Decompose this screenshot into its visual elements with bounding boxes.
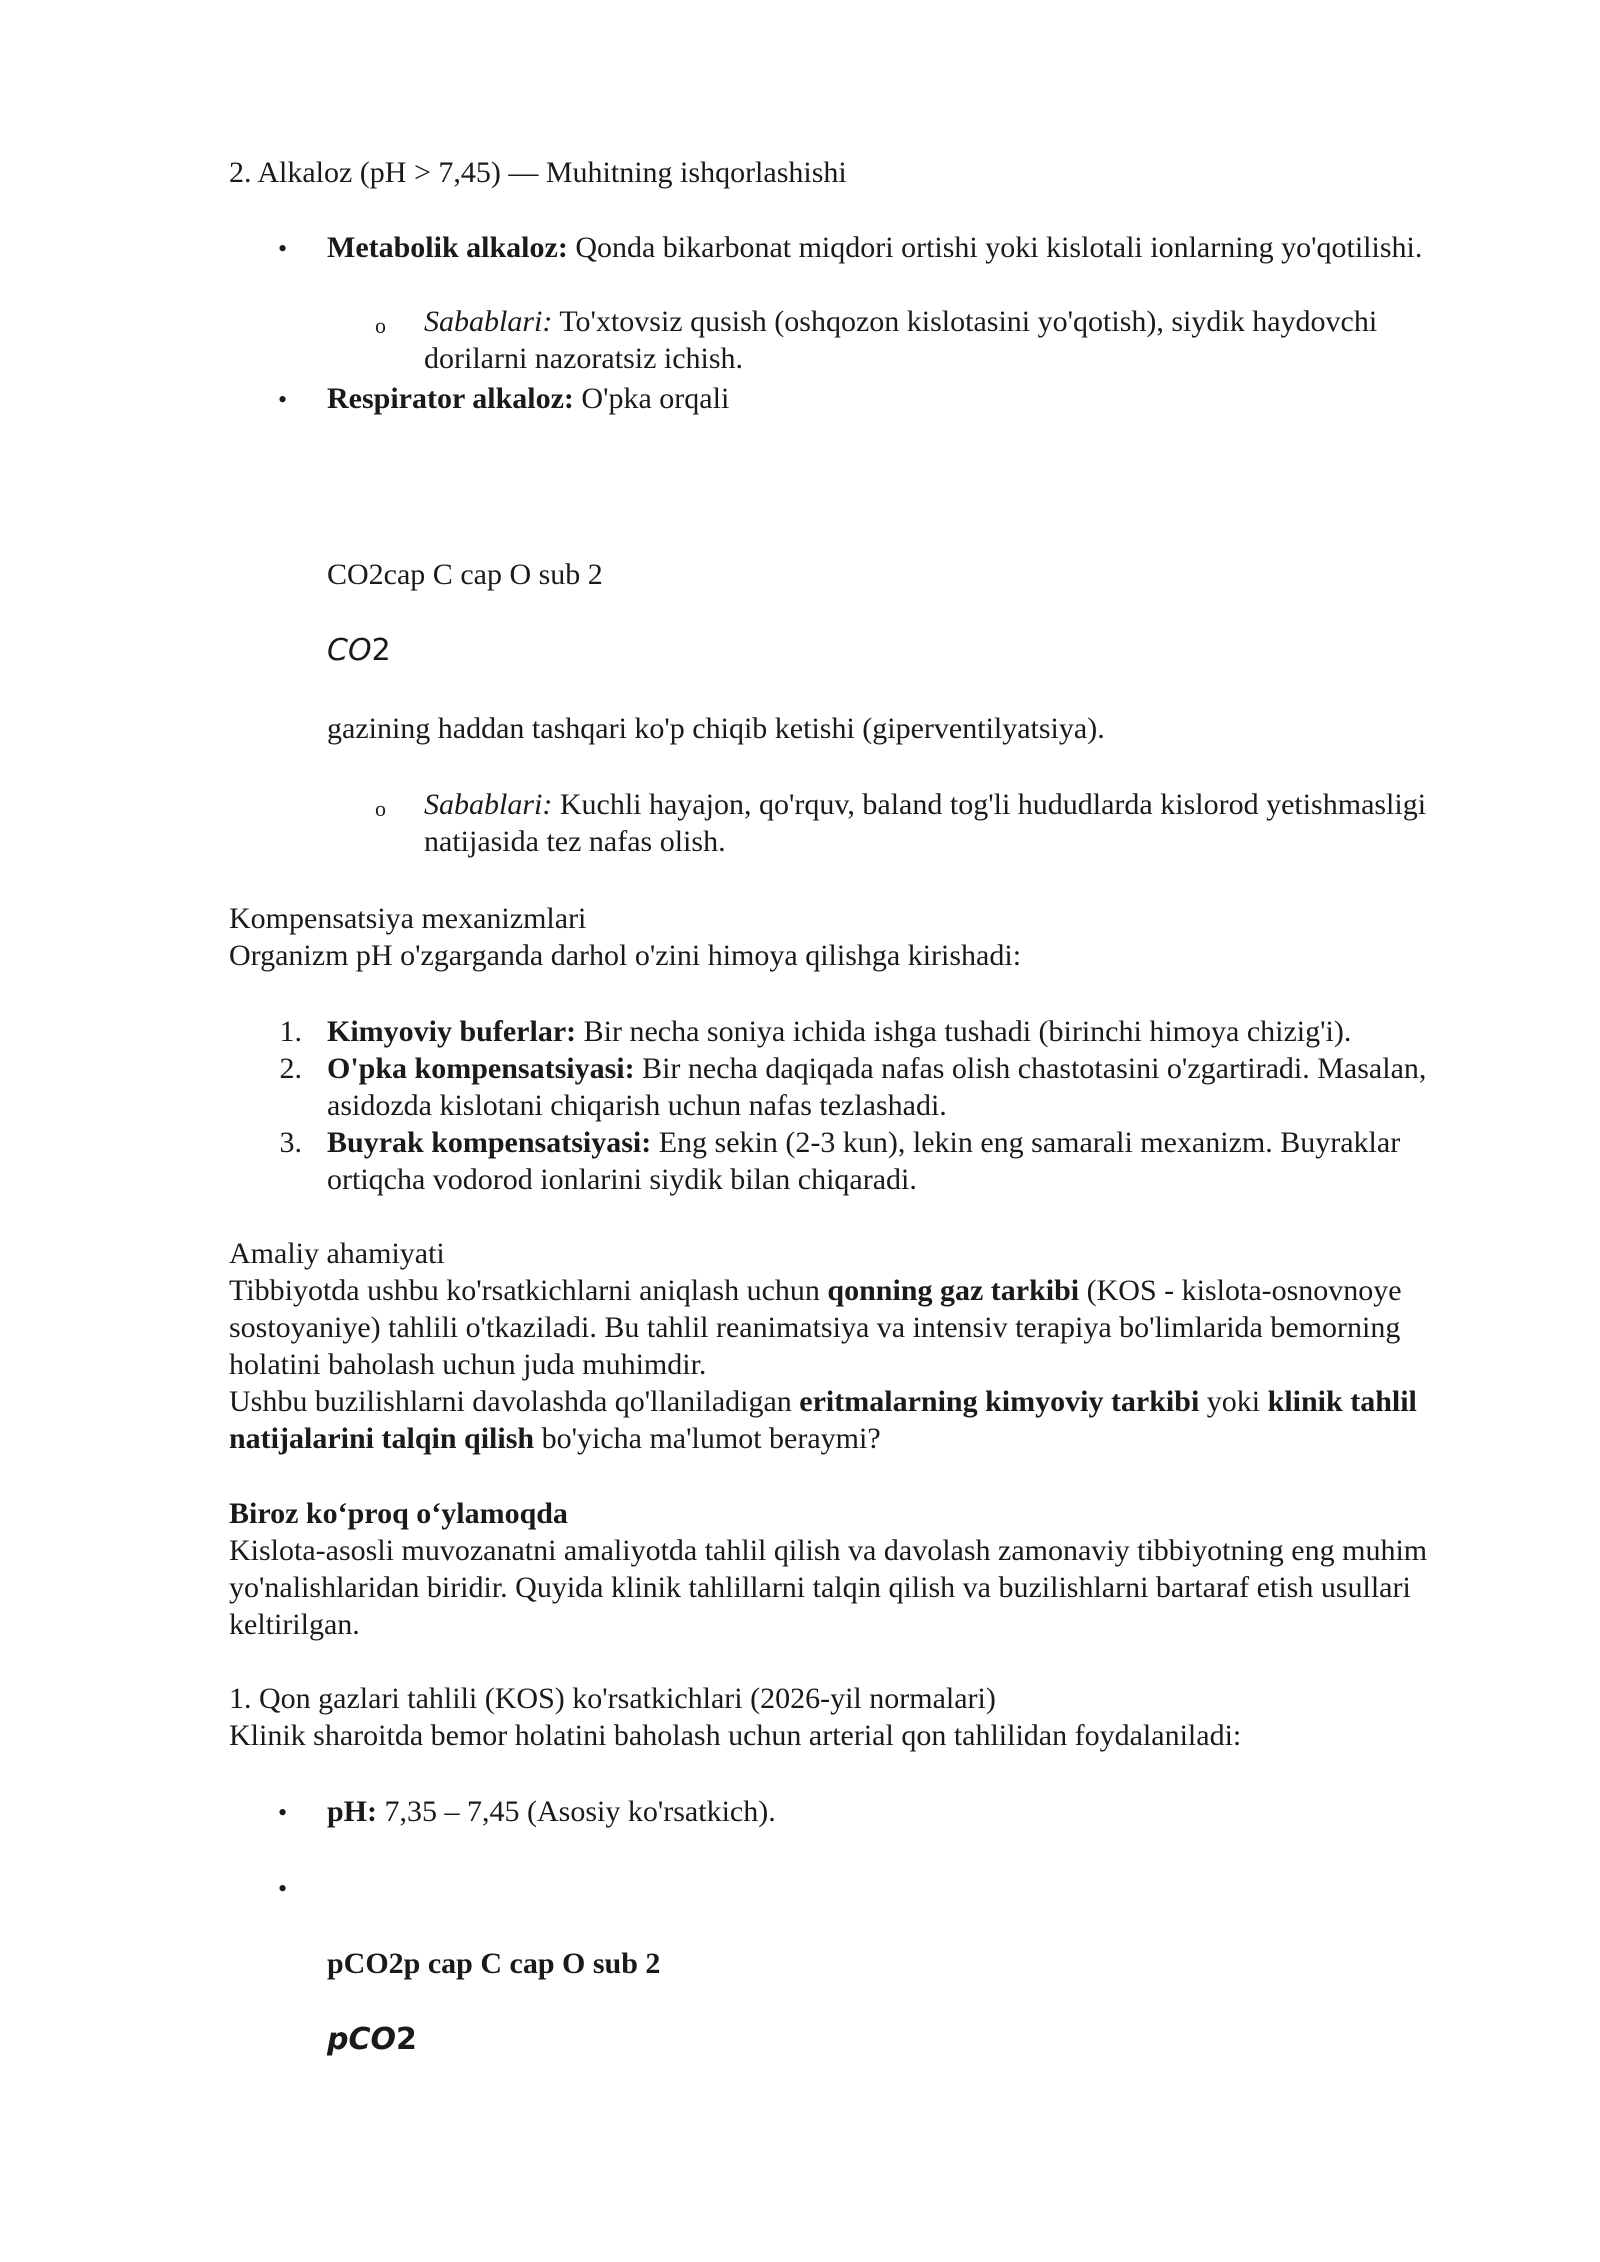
metabolik-sabab-label: Sabablari: <box>424 305 553 338</box>
kompensatsiya-item-1 <box>327 1013 1487 1050</box>
kompensatsiya-title: Kompensatsiya mexanizmlari <box>229 902 587 935</box>
formula-pco2-sub: 2 <box>396 2022 417 2057</box>
metabolik-sabab <box>424 303 1484 377</box>
kompensatsiya-text-3: Eng sekin (2-3 kun), lekin eng samarali mexanizm. Buyraklar ortiqcha vodorod ionlarini siydik bilan chiqaradi. <box>327 1126 1401 1196</box>
metabolik-sabab-text: To'xtovsiz qusish (oshqozon kislotasini yo'qotish), siydik haydovchi dorilarni nazoratsiz ichish. <box>424 305 1378 375</box>
kompensatsiya-num-2: 2. <box>279 1052 302 1085</box>
amaliy-paragraph-1 <box>229 1272 1409 1383</box>
formula-co2-main: CO <box>327 633 372 668</box>
amaliy-paragraph-2 <box>229 1383 1469 1457</box>
kompensatsiya-num-1: 1. <box>279 1015 302 1048</box>
amaliy-p2-c: bo'yicha ma'lumot beraymi? <box>534 1422 881 1455</box>
kompensatsiya-term-1: Kimyoviy buferlar: <box>327 1015 577 1048</box>
amaliy-p1-bold: qonning gaz tarkibi <box>827 1274 1080 1307</box>
metabolik-text: Qonda bikarbonat miqdori ortishi yoki kislotali ionlarning yo'qotilishi. <box>575 231 1423 264</box>
amaliy-p2-bold1: eritmalarning kimyoviy tarkibi <box>799 1385 1200 1418</box>
amaliy-p2-b: yoki <box>1199 1385 1268 1418</box>
kompensatsiya-intro: Organizm pH o'zgarganda darhol o'zini himoya qilishga kirishadi: <box>229 939 1022 972</box>
bullet-ph: • <box>278 1798 288 1827</box>
metabolik-term: Metabolik alkaloz: <box>327 231 568 264</box>
respirator-sabab-text: Kuchli hayajon, qo'rquv, baland tog'li hududlarda kislorod yetishmasligi natijasida tez nafas olish. <box>424 788 1427 858</box>
metabolik-item <box>327 229 1487 266</box>
bullet-respirator: • <box>278 385 288 414</box>
amaliy-p2-a: Ushbu buzilishlarni davolashda qo'llaniladigan <box>229 1385 800 1418</box>
amaliy-title: Amaliy ahamiyati <box>229 1237 445 1270</box>
respirator-after-formula: gazining haddan tashqari ko'p chiqib ketishi (giperventilyatsiya). <box>327 712 1105 745</box>
kompensatsiya-text-2: Bir necha daqiqada nafas olish chastotasini o'zgartiradi. Masalan, asidozda kislotani chiqarish uchun nafas tezlashadi. <box>327 1052 1427 1122</box>
amaliy-p2-bold2: klinik tahlil natijalarini talqin qilish <box>229 1385 1417 1455</box>
kompensatsiya-term-2: O'pka kompensatsiyasi: <box>327 1052 635 1085</box>
kompensatsiya-text-1: Bir necha soniya ichida ishga tushadi (birinchi himoya chizig'i). <box>583 1015 1352 1048</box>
kompensatsiya-term-3: Buyrak kompensatsiyasi: <box>327 1126 652 1159</box>
kompensatsiya-item-3 <box>327 1124 1487 1198</box>
sub-bullet-metabolik-sabab: o <box>375 313 386 338</box>
kompensatsiya-item-2 <box>327 1050 1487 1124</box>
kos-ph-term: pH: <box>327 1795 378 1828</box>
sub-bullet-respirator-sabab: o <box>375 796 386 821</box>
kos-title: 1. Qon gazlari tahlili (KOS) ko'rsatkichlari (2026-yil normalari) <box>229 1682 996 1715</box>
respirator-text: O'pka orqali <box>581 382 730 415</box>
kos-ph-text: 7,35 – 7,45 (Asosiy ko'rsatkich). <box>384 1795 776 1828</box>
kos-ph-item <box>327 1793 1487 1830</box>
kos-intro: Klinik sharoitda bemor holatini baholash uchun arterial qon tahlilidan foydalaniladi: <box>229 1719 1242 1752</box>
biroz-text: Kislota-asosli muvozanatni amaliyotda tahlil qilish va davolash zamonaviy tibbiyotning eng muhim yo'nalishlaridan biridir. Quyida klinik tahlillarni talqin qilish va buzilishlarni bartaraf etish usullari keltirilgan. <box>229 1534 1428 1641</box>
formula-alt-text: CO2cap C cap O sub 2 <box>327 558 603 591</box>
section-heading-alkaloz: 2. Alkaloz (pH > 7,45) — Muhitning ishqorlashishi <box>229 156 847 189</box>
formula-pco2 <box>327 2021 1487 2058</box>
respirator-sabab <box>424 786 1484 860</box>
kompensatsiya-num-3: 3. <box>279 1126 302 1159</box>
formula-pco2-main: pCO <box>327 2022 396 2057</box>
formula-co2 <box>327 632 1487 669</box>
biroz-title: Biroz ko‘proq o‘ylamoqda <box>229 1497 568 1530</box>
amaliy-p1-a: Tibbiyotda ushbu ko'rsatkichlarni aniqlash uchun <box>229 1274 828 1307</box>
respirator-sabab-label: Sabablari: <box>424 788 553 821</box>
amaliy-p1-b: (KOS - kislota-osnovnoye sostoyaniye) tahlili o'tkaziladi. Bu tahlil reanimatsiya va intensiv terapiya bo'limlarida bemorning holatini baholash uchun juda muhimdir. <box>229 1274 1402 1381</box>
kos-pco2-alt-text: pCO2p cap C cap O sub 2 <box>327 1947 661 1980</box>
bullet-metabolik: • <box>278 234 288 263</box>
respirator-term: Respirator alkaloz: <box>327 382 574 415</box>
formula-co2-sub: 2 <box>371 633 391 668</box>
bullet-pco2: • <box>278 1874 288 1903</box>
respirator-item <box>327 380 1487 417</box>
